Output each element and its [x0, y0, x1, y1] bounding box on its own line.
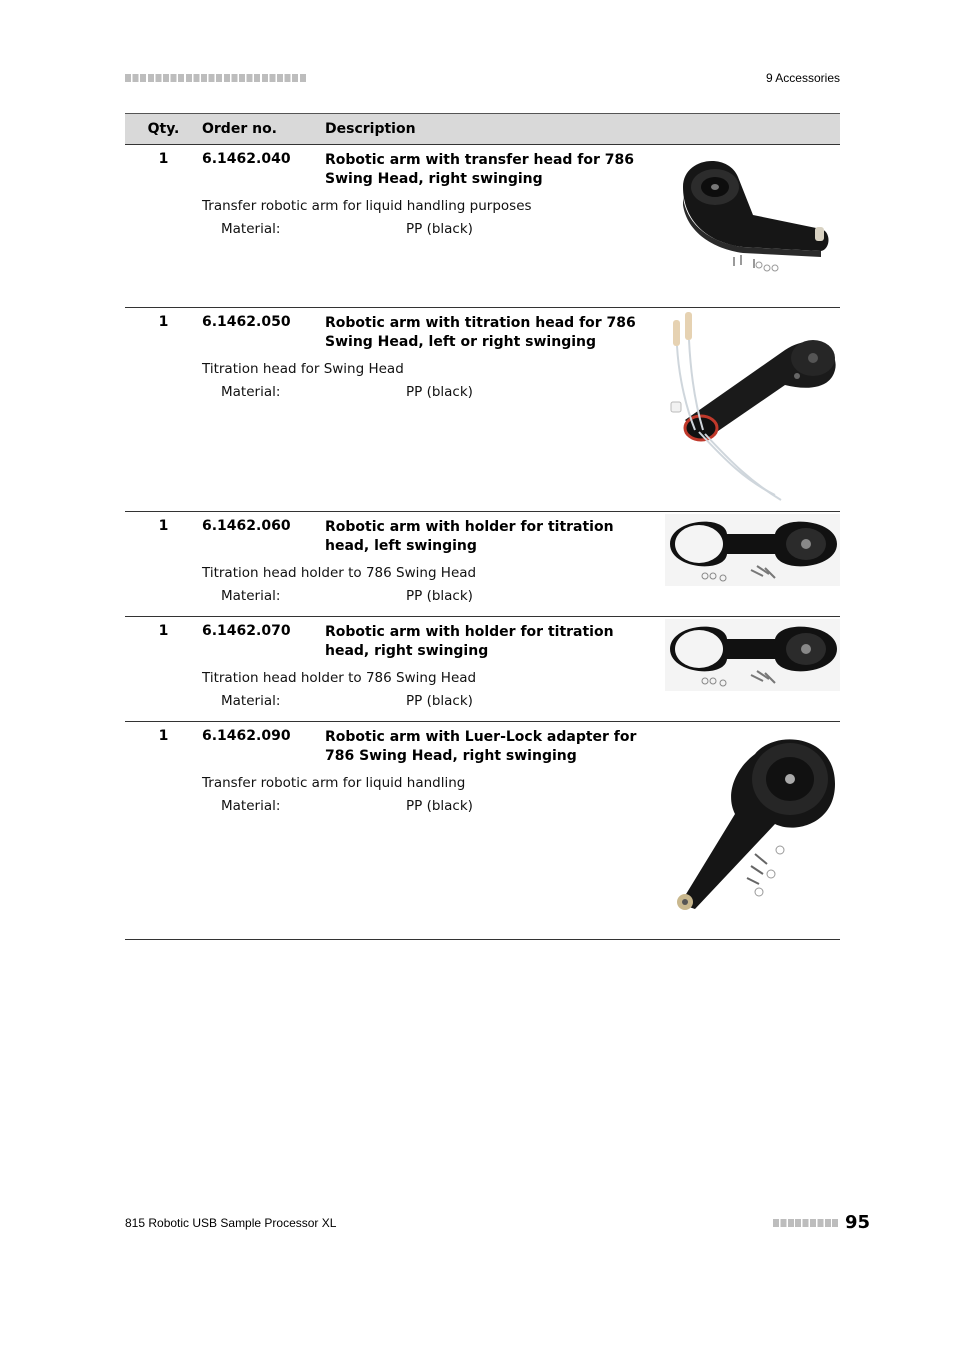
table-bottom-rule	[125, 939, 840, 940]
row-title: Robotic arm with Luer-Lock adapter for 786 Swing Head, right swinging	[325, 729, 637, 764]
header-qty: Qty.	[125, 114, 202, 145]
row-qty: 1	[125, 308, 202, 512]
row-qty: 1	[125, 512, 202, 617]
luer-lock-arm-image	[665, 724, 840, 924]
row-title: Robotic arm with titration head for 786 Swing Head, left or right swinging	[325, 315, 636, 350]
row-order-no: 6.1462.060	[202, 512, 325, 617]
row-material	[202, 221, 662, 237]
row-detail-2	[202, 360, 662, 400]
section-title: 9 Accessories	[765, 71, 840, 85]
footer-document-title: 815 Robotic USB Sample Processor XL	[125, 1216, 337, 1230]
row-order-no: 6.1462.050	[202, 308, 325, 512]
holder-arm-left-image	[665, 514, 840, 586]
material-value: PP (black)	[406, 798, 473, 814]
row-material	[202, 588, 662, 604]
material-label: Material:	[221, 693, 281, 709]
page-number: 95	[845, 1212, 871, 1233]
row-detail-5	[202, 774, 662, 814]
row-qty: 1	[125, 722, 202, 940]
row-subtitle: Titration head for Swing Head	[202, 361, 404, 377]
material-label: Material:	[221, 798, 281, 814]
row-detail-3	[202, 564, 662, 604]
material-label: Material:	[221, 384, 281, 400]
row-image-cell	[665, 145, 840, 308]
row-order-no: 6.1462.090	[202, 722, 325, 940]
material-value: PP (black)	[406, 693, 473, 709]
row-image-cell	[665, 722, 840, 940]
material-value: PP (black)	[406, 588, 473, 604]
row-detail-1	[202, 197, 662, 237]
row-subtitle: Transfer robotic arm for liquid handling purposes	[202, 198, 532, 214]
material-label: Material:	[221, 588, 281, 604]
row-title: Robotic arm with holder for titration head, right swinging	[325, 624, 614, 659]
holder-arm-right-image	[665, 619, 840, 691]
row-material	[202, 798, 662, 814]
table-row	[125, 722, 840, 940]
row-title: Robotic arm with transfer head for 786 Swing Head, right swinging	[325, 152, 635, 187]
row-material	[202, 384, 662, 400]
header-decoration	[125, 74, 307, 82]
transfer-arm-image	[673, 147, 833, 277]
row-image-cell	[665, 308, 840, 512]
row-order-no: 6.1462.070	[202, 617, 325, 722]
row-subtitle: Titration head holder to 786 Swing Head	[202, 670, 477, 686]
row-image-cell	[665, 512, 840, 617]
row-material	[202, 693, 662, 709]
row-subtitle: Transfer robotic arm for liquid handling	[202, 775, 466, 791]
table-row	[125, 308, 840, 512]
row-order-no: 6.1462.040	[202, 145, 325, 308]
row-description	[325, 308, 665, 512]
row-description	[325, 722, 665, 940]
material-value: PP (black)	[406, 384, 473, 400]
row-image-cell	[665, 617, 840, 722]
table-header-row	[125, 114, 840, 145]
titration-arm-image	[665, 310, 840, 505]
row-qty: 1	[125, 145, 202, 308]
row-qty: 1	[125, 617, 202, 722]
row-title: Robotic arm with holder for titration head, left swinging	[325, 519, 614, 554]
row-detail-4	[202, 669, 662, 709]
row-subtitle: Titration head holder to 786 Swing Head	[202, 565, 477, 581]
footer-decoration	[773, 1219, 839, 1227]
header-order-no: Order no.	[202, 114, 325, 145]
material-label: Material:	[221, 221, 281, 237]
material-value: PP (black)	[406, 221, 473, 237]
header-description: Description	[325, 114, 840, 145]
